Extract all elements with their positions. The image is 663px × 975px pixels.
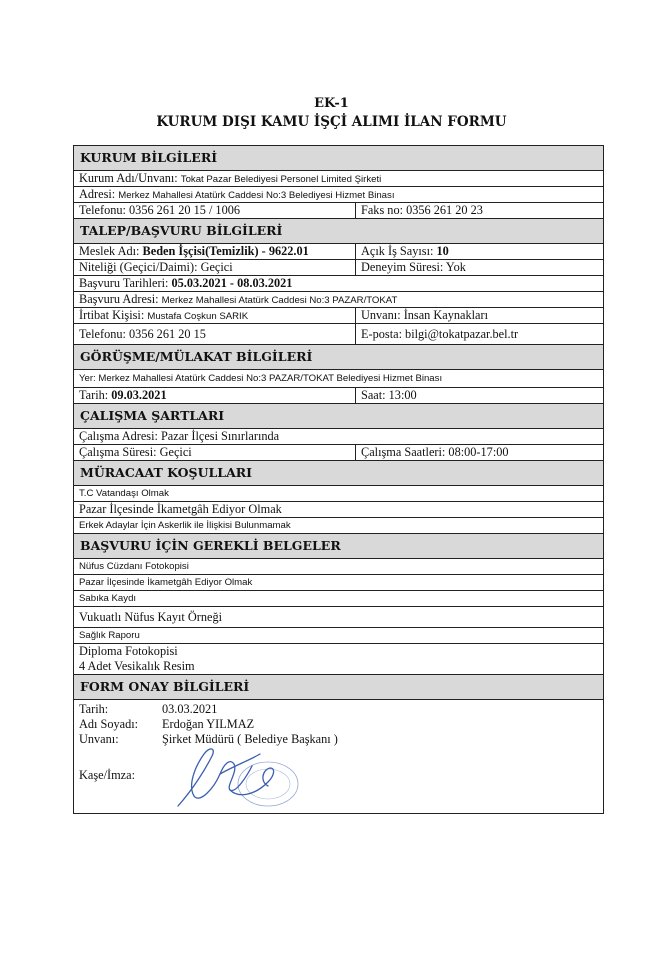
muracaat-item: Pazar İlçesinde İkametgâh Ediyor Olmak [79, 502, 282, 516]
acik-is-label: Açık İş Sayısı: [361, 244, 434, 258]
onay-tarih-value: 03.03.2021 [162, 702, 218, 716]
form-annex-label: EK-1 [314, 96, 349, 111]
irtibat-unvan: Unvanı: İnsan Kaynakları [361, 308, 489, 322]
muracaat-item: T.C Vatandaşı Olmak [79, 488, 169, 499]
belge-item: Sabıka Kaydı [79, 593, 137, 604]
onay-block [74, 699, 603, 813]
basvuru-tarih-value: 05.03.2021 - 08.03.2021 [171, 276, 293, 290]
row-basvuru-tarih [74, 275, 603, 291]
row-irtibat [74, 307, 603, 323]
kurum-adi-value: Tokat Pazar Belediyesi Personel Limited Şirketi [180, 174, 382, 185]
belge-item: Pazar İlçesinde İkametgâh Ediyor Olmak [79, 577, 253, 588]
kurum-faks: Faks no: 0356 261 20 23 [361, 203, 483, 217]
onay-ad-value: Erdoğan YILMAZ [162, 717, 255, 731]
section-onay-heading: FORM ONAY BİLGİLERİ [74, 674, 603, 699]
list-item [74, 627, 603, 643]
section-muracaat-heading: MÜRACAAT KOŞULLARI [74, 460, 603, 485]
irtibat-value: Mustafa Coşkun SARIK [147, 311, 249, 322]
irtibat-label: İrtibat Kişisi: [79, 308, 145, 322]
row-gorusme-yer [74, 369, 603, 387]
meslek-value: Beden İşçisi(Temizlik) - 9622.01 [142, 244, 309, 258]
row-kurum-adres [74, 186, 603, 202]
form-table [73, 145, 604, 814]
list-item [74, 558, 603, 574]
kase-imza-label: Kaşe/İmza: [79, 768, 135, 782]
row-talep-telefon [74, 323, 603, 344]
list-item [74, 517, 603, 533]
section-calisma-heading: ÇALIŞMA ŞARTLARI [74, 403, 603, 428]
gorusme-tarih-value: 09.03.2021 [111, 388, 167, 402]
meslek-label: Meslek Adı: [79, 244, 140, 258]
form-title: KURUM DIŞI KAMU İŞÇİ ALIMI İLAN FORMU [156, 114, 507, 130]
row-calisma-adres [74, 428, 603, 444]
talep-eposta: E-posta: bilgi@tokatpazar.bel.tr [361, 327, 519, 341]
row-gorusme-tarih [74, 387, 603, 403]
kurum-telefon: Telefonu: 0356 261 20 15 / 1006 [74, 203, 356, 218]
list-item [74, 643, 603, 674]
gorusme-yer: Yer: Merkez Mahallesi Atatürk Caddesi No:3 PAZAR/TOKAT Belediyesi Hizmet Binası [79, 373, 443, 384]
nitelik: Niteliği (Geçici/Daimi): Geçici [74, 260, 356, 275]
section-talep-heading: TALEP/BAŞVURU BİLGİLERİ [74, 218, 603, 243]
kurum-adi-label: Kurum Adı/Unvanı: [79, 171, 178, 185]
list-item [74, 606, 603, 627]
section-gorusme-heading: GÖRÜŞME/MÜLAKAT BİLGİLERİ [74, 344, 603, 369]
basvuru-tarih-label: Başvuru Tarihleri: [79, 276, 169, 290]
calisma-sure: Çalışma Süresi: Geçici [74, 445, 356, 460]
onay-unvan-label: Unvanı: [79, 732, 119, 746]
gorusme-tarih-label: Tarih: [79, 388, 109, 402]
section-kurum-heading: KURUM BİLGİLERİ [74, 146, 603, 170]
basvuru-adres-value: Merkez Mahallesi Atatürk Caddesi No:3 PAZAR/TOKAT [161, 295, 398, 306]
signature-stamp-image [164, 738, 314, 813]
belge-item: Vukuatlı Nüfus Kayıt Örneği [79, 610, 223, 624]
onay-ad-row [74, 717, 603, 732]
basvuru-adres-label: Başvuru Adresi: [79, 292, 159, 306]
row-nitelik [74, 259, 603, 275]
onay-tarih-row [74, 702, 603, 717]
calisma-adres: Çalışma Adresi: Pazar İlçesi Sınırlarında [79, 429, 280, 443]
list-item [74, 501, 603, 517]
kurum-adres-label: Adresi: [79, 187, 116, 201]
onay-tarih-label: Tarih: [79, 702, 109, 716]
acik-is-value: 10 [436, 244, 449, 258]
row-kurum-telefon [74, 202, 603, 218]
onay-ad-label: Adı Soyadı: [79, 717, 139, 731]
belge-item: Sağlık Raporu [79, 630, 140, 641]
gorusme-saat: Saat: 13:00 [361, 388, 417, 402]
calisma-saatleri: Çalışma Saatleri: 08:00-17:00 [361, 445, 509, 459]
talep-telefon: Telefonu: 0356 261 20 15 [74, 324, 356, 344]
row-kurum-adi [74, 170, 603, 186]
belge-item: Diploma Fotokopisi [79, 644, 178, 658]
onay-unvan-value: Şirket Müdürü ( Belediye Başkanı ) [162, 732, 338, 746]
deneyim: Deneyim Süresi: Yok [361, 260, 466, 274]
row-meslek [74, 243, 603, 259]
belge-item: 4 Adet Vesikalık Resim [79, 659, 195, 673]
list-item [74, 574, 603, 590]
list-item [74, 485, 603, 501]
belge-item: Nüfus Cüzdanı Fotokopisi [79, 561, 189, 572]
section-belgeler-heading: BAŞVURU İÇİN GEREKLİ BELGELER [74, 533, 603, 558]
list-item [74, 590, 603, 606]
onay-unvan-row [74, 732, 603, 747]
row-calisma-sure [74, 444, 603, 460]
kurum-adres-value: Merkez Mahallesi Atatürk Caddesi No:3 Belediyesi Hizmet Binası [118, 190, 395, 201]
row-basvuru-adres [74, 291, 603, 307]
muracaat-item: Erkek Adaylar İçin Askerlik ile İlişkisi Bulunmamak [79, 520, 291, 531]
